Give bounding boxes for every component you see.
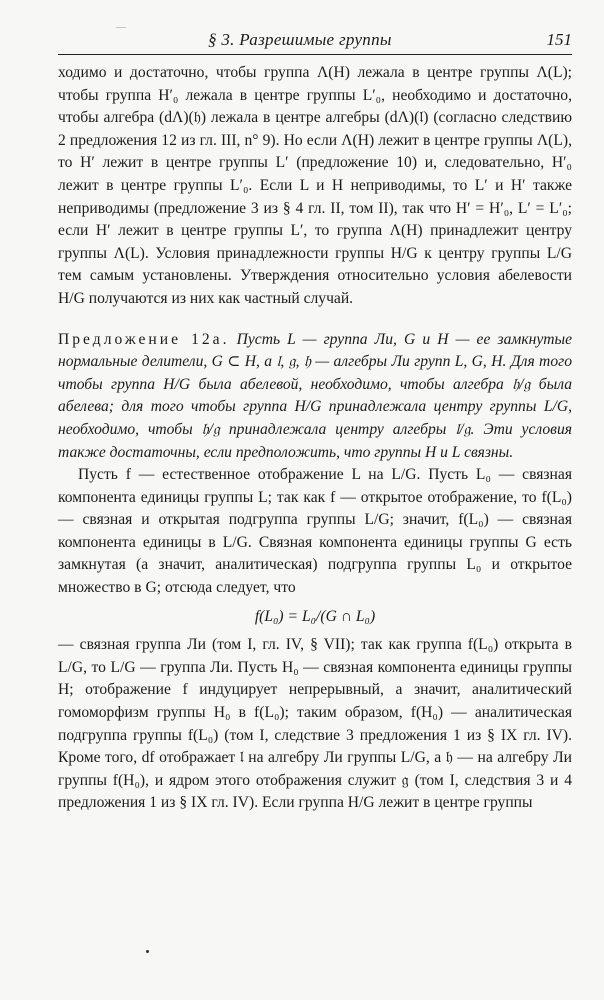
page-number: 151 (546, 30, 572, 49)
stray-dot (146, 950, 149, 953)
page-body (58, 62, 572, 815)
proposition-statement: Пусть L — группа Ли, G и H — ее замкнутые нормальные делители, G ⊂ H, а 𝔩, 𝔤, 𝔥 — алгебры Ли групп L, G, H. Для того чтобы группа H/G была абелевой, необходимо, чтобы алгебра 𝔥/𝔤 была абелева; для того чтобы группа H/G принадлежала центру группы L/G, необходимо, чтобы 𝔥/𝔤 принадлежала центру алгебры 𝔩/𝔤. Эти условия также достаточны, если предположить, что группы H и L связны. (58, 330, 573, 461)
proposition-label: Предложение 12а. (58, 330, 230, 348)
display-formula: f(L₀) = L₀/(G ∩ L₀) (254, 607, 376, 625)
header-mark: — (116, 22, 126, 33)
header-rule (58, 54, 572, 55)
paragraph-continuation: ходимо и достаточно, чтобы группа Λ(H) лежала в центре группы Λ(L); чтобы группа H′₀ лежала в центре группы L′₀, необходимо и достаточно, чтобы алгебра (dΛ)(𝔥) лежала в центре алгебры (dΛ)(𝔩) (согласно следствию 2 предложения 12 из гл. III, n° 9). Но если Λ(H) лежит в центре группы Λ(L), то H′ лежит в центре группы L′ (предложение 10) и, следовательно, H′₀ лежит в центре группы L′₀. Если L и H неприводимы, то L′ и H′ также неприводимы (предложение 3 из § 4 гл. II, том II), так что H′ = H′₀, L′ = L′₀; если H′ лежит в центре группы L′, то группа Λ(H) принадлежит центру группы Λ(L). Условия принадлежности группы H/G к центру группы L/G тем самым установлены. Утверждения относительно условия абелевости H/G получаются из них как частный случай. (58, 64, 572, 307)
page (58, 20, 573, 812)
running-title: § 3. Разрешимые группы (208, 30, 392, 49)
running-header (58, 20, 572, 50)
proof-continuation: — связная группа Ли (том I, гл. IV, § VII); так как группа f(L₀) открыта в L/G, то L/G — группа Ли. Пусть H₀ — связная компонента единицы группы H; отображение f индуцирует непрерывный, а значит, аналитический гомоморфизм группы H₀ в f(L₀); таким образом, f(H₀) — аналитическая подгруппа группы f(L₀) (том I, следствие 3 предложения 1 из § IX гл. IV). Кроме того, df отображает 𝔩 на алгебру Ли группы L/G, а 𝔥 — на алгебру Ли группы f(H₀), и ядром этого отображения служит 𝔤 (том I, следствия 3 и 4 предложения 1 из § IX гл. IV). Если группа H/G лежит в центре группы (58, 636, 572, 812)
proposition-12a (58, 329, 572, 465)
proof-paragraph: Пусть f — естественное отображение L на L/G. Пусть L₀ — связная компонента единицы группы L; так как f — открытое отображение, то f(L₀) — связная и открытая подгруппа группы L/G; значит, f(L₀) — связная компонента единицы в L/G. Связная компонента единицы группы G есть замкнутая (а значит, аналитическая) подгруппа группы L₀ и открытое множество в G; отсюда следует, что (58, 466, 572, 597)
